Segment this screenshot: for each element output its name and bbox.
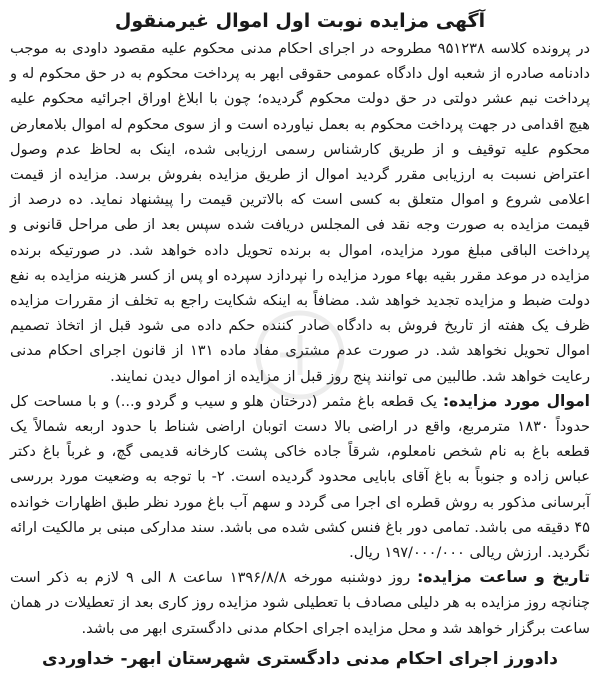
notice-signature: دادورز اجرای احکام مدنی دادگستری شهرستان ابهر- خداوردی bbox=[42, 648, 558, 669]
property-heading: اموال مورد مزایده: bbox=[442, 391, 590, 410]
notice-intro-paragraph: در پرونده کلاسه ۹۵۱۲۳۸ مطروحه در اجرای احکام مدنی محکوم علیه مقصود داودی به موجب دادنامه صادره از شعبه اول دادگاه عمومی حقوقی ابهر به پرداخت محکوم به در حق محکوم له و پرداخت نیم عشر دولتی در حق دولت محکوم گردیده؛ چون با ابلاغ اوراق اجرائیه محکوم علیه هیچ اقدامی در جهت پرداخت محکوم به بعمل نیاورده است و از سوی محکوم له اموال بلامعارض محکوم علیه توقیف و از طریق کارشناس رسمی ارزیابی شده، اینک به لحاظ عدم وصول اعتراض نسبت به ارزیابی مقرر گردید اموال از طریق مزایده بفروش برسد. مزایده از قیمت اعلامی شروع و اموال متعلق به کسی است که بالاترین قیمت را پیشنهاد نماید. ده درصد از قیمت مزایده به صورت وجه نقد فی المجلس دریافت شده سپس بعد از طی مراحل قانونی و پرداخت الباقی مبلغ مورد مزایده، اموال به برنده تحویل داده خواهد شد. در صورتیکه برنده مزایده در موعد مقرر بقیه بهاء مورد مزایده را نپردازد سپرده او پس از کسر هزینه مزایده به نفع دولت ضبط و مزایده تجدید خواهد شد. مضافاً به اینکه شکایت راجع به تخلف از مقررات مزایده ظرف یک هفته از تاریخ فروش به دادگاه صادر کننده حکم داده می شود قبل از اتخاذ تصمیم اموال تحویل نخواهد شد. در صورت عدم مشتری مفاد ماده ۱۳۱ از قانون اجرای احکام مدنی رعایت خواهد شد. طالبین می توانند پنج روز قبل از مزایده از اموال دیدن نمایند. bbox=[10, 40, 590, 385]
property-paragraph bbox=[10, 389, 590, 565]
property-description: یک قطعه باغ مثمر (درختان هلو و سیب و گردو و...) و با مساحت کل حدوداً ۱۸۳۰ مترمربع، واقع در اراضی بالا دست اتوبان اراضی شناط با حدود اربعه شمالاً یک قطعه باغ به نام شخص نامعلوم، شرقاً جاده خاکی پشت کارخانه قدیمی گچ، و غرباً باغ دکتر عباس زاده و جنوباً به باغ آقای بابایی محدود گردیده است. ۲- با توجه به وضعیت مورد بررسی آبرسانی مذکور به روش قطره ای اجرا می گردد و سهم آب باغ مورد نظر طبق اظهارات خوانده ۴۵ دقیقه می باشد. تمامی دور باغ فنس کشی شده می باشد. سند مدارکی مبنی بر مالکیت ارائه نگردید. ارزش ریالی ۱۹۷/۰۰۰/۰۰۰ ریال. bbox=[10, 392, 591, 562]
auction-date-paragraph bbox=[10, 565, 590, 641]
notice-title: آگهی مزایده نوبت اول اموال غیرمنقول bbox=[114, 10, 486, 32]
auction-date-heading: تاریخ و ساعت مزایده: bbox=[417, 568, 590, 587]
auction-date-description: روز دوشنبه مورخه ۱۳۹۶/۸/۸ ساعت ۸ الی ۹ لازم به ذکر است چنانچه روز مزایده به هر دلیلی مصادف با تعطیلی شود مزایده روز کاری بعد از تعطیلات در همان ساعت برگزار خواهد شد و محل مزایده اجرای احکام مدنی دادگستری ابهر می باشد. bbox=[10, 569, 590, 637]
